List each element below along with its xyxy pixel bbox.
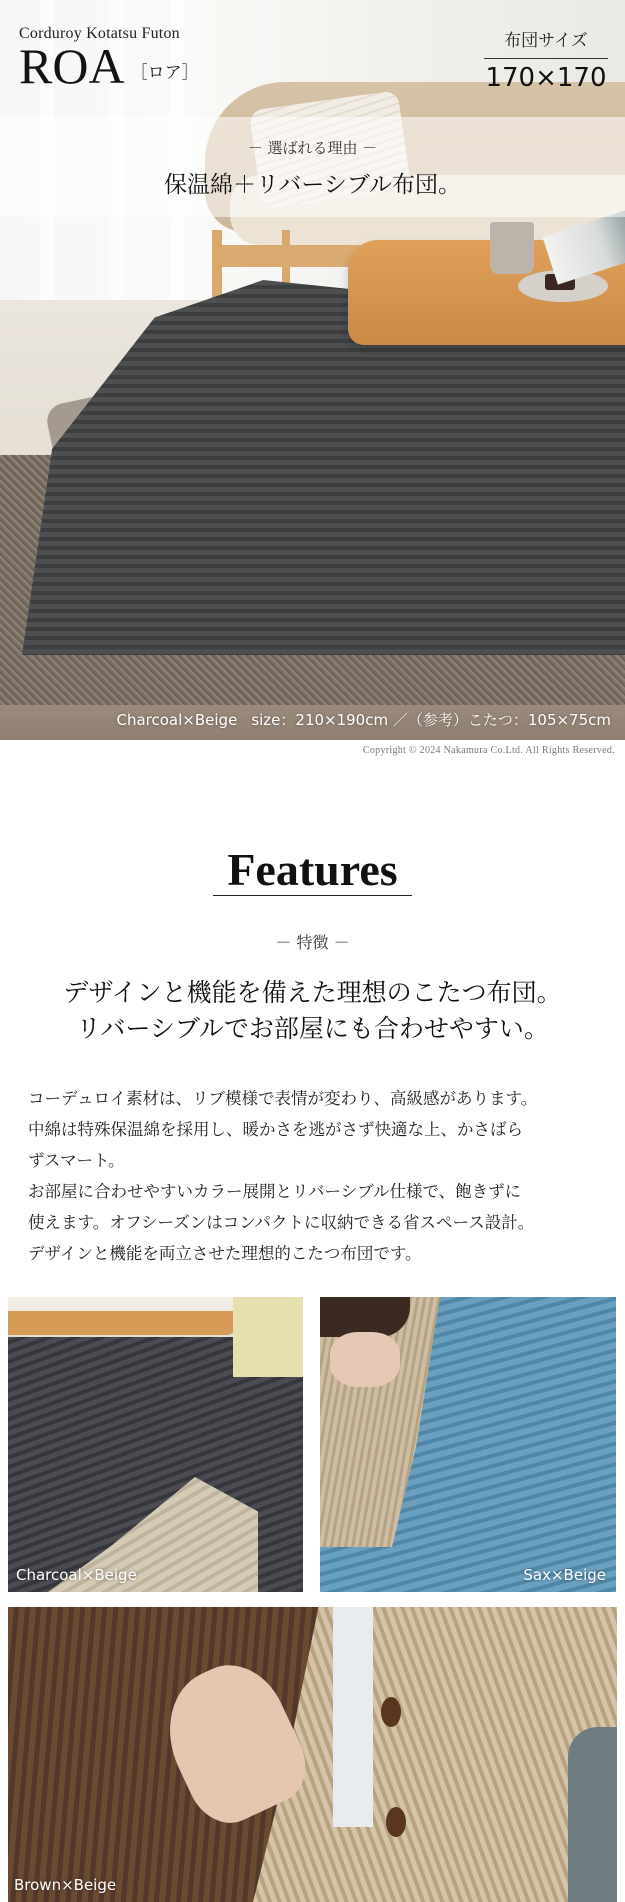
features-lead [0, 975, 625, 1047]
color-label: Brown×Beige [14, 1876, 117, 1894]
futon-size-label: 布団サイズ [504, 31, 588, 51]
features-body [28, 1083, 618, 1269]
photo-face [330, 1332, 400, 1387]
color-photo-sax-beige [320, 1297, 616, 1592]
features-body-line: お部屋に合わせやすいカラー展開とリバーシブル仕様で、飽きずに [28, 1182, 522, 1201]
features-body-line: デザインと機能を両立させた理想的こたつ布団です。 [28, 1244, 422, 1263]
hero-banner [0, 0, 625, 740]
product-name: ROA [19, 38, 125, 94]
reason-eyebrow: － 選ばれる理由 － [247, 139, 378, 157]
features-subtitle: － 特徴 － [275, 933, 350, 952]
features-lead-line: デザインと機能を備えた理想のこたつ布団。 [63, 978, 562, 1007]
photo-hair [320, 1297, 410, 1337]
product-title-block [19, 25, 199, 94]
photo-blanket [568, 1727, 617, 1902]
futon-size-divider [484, 58, 608, 59]
copyright-notice: Copyright © 2024 Nakamura Co.Ltd. All Rights Reserved. [362, 745, 615, 756]
features-heading [0, 845, 625, 896]
product-name-row [19, 38, 199, 94]
color-label: Charcoal×Beige [16, 1566, 137, 1584]
photo-kotatsu-table [8, 1311, 238, 1335]
futon-size-block [484, 26, 608, 93]
features-lead-line: リバーシブルでお部屋にも合わせやすい。 [76, 1014, 549, 1043]
reason-band [0, 117, 625, 217]
futon-size-value: 170×170 [485, 63, 607, 93]
photo-cardigan [253, 1607, 617, 1902]
hero-photo-sofa-rail [222, 245, 362, 267]
hero-caption [117, 709, 612, 730]
features-title: Features [213, 845, 411, 896]
features-body-line: ずスマート。 [28, 1151, 125, 1170]
product-subtitle: Corduroy Kotatsu Futon [19, 25, 180, 42]
color-label: Sax×Beige [523, 1566, 606, 1584]
features-body-line: 中綿は特殊保温綿を採用し、暖かさを逃がさず快適な上、かさばら [28, 1120, 523, 1139]
color-photo-charcoal-beige [8, 1297, 303, 1592]
reason-title: 保温綿＋リバーシブル布団。 [164, 172, 461, 198]
product-kana: ［ロア］ [130, 63, 199, 83]
photo-sofa [233, 1297, 303, 1377]
features-body-line: コーデュロイ素材は、リブ模様で表情が変わり、高級感があります。 [28, 1089, 538, 1108]
hero-caption-size: size：210×190cm ／（参考）こたつ：105×75cm [251, 711, 611, 729]
photo-button [386, 1807, 406, 1837]
color-photo-brown-beige [8, 1607, 617, 1902]
hero-photo-mug [490, 222, 534, 274]
photo-button [381, 1697, 401, 1727]
hero-caption-color: Charcoal×Beige [116, 711, 238, 729]
photo-shirt [333, 1607, 373, 1827]
features-body-line: 使えます。オフシーズンはコンパクトに収納できる省スペース設計。 [28, 1213, 535, 1232]
